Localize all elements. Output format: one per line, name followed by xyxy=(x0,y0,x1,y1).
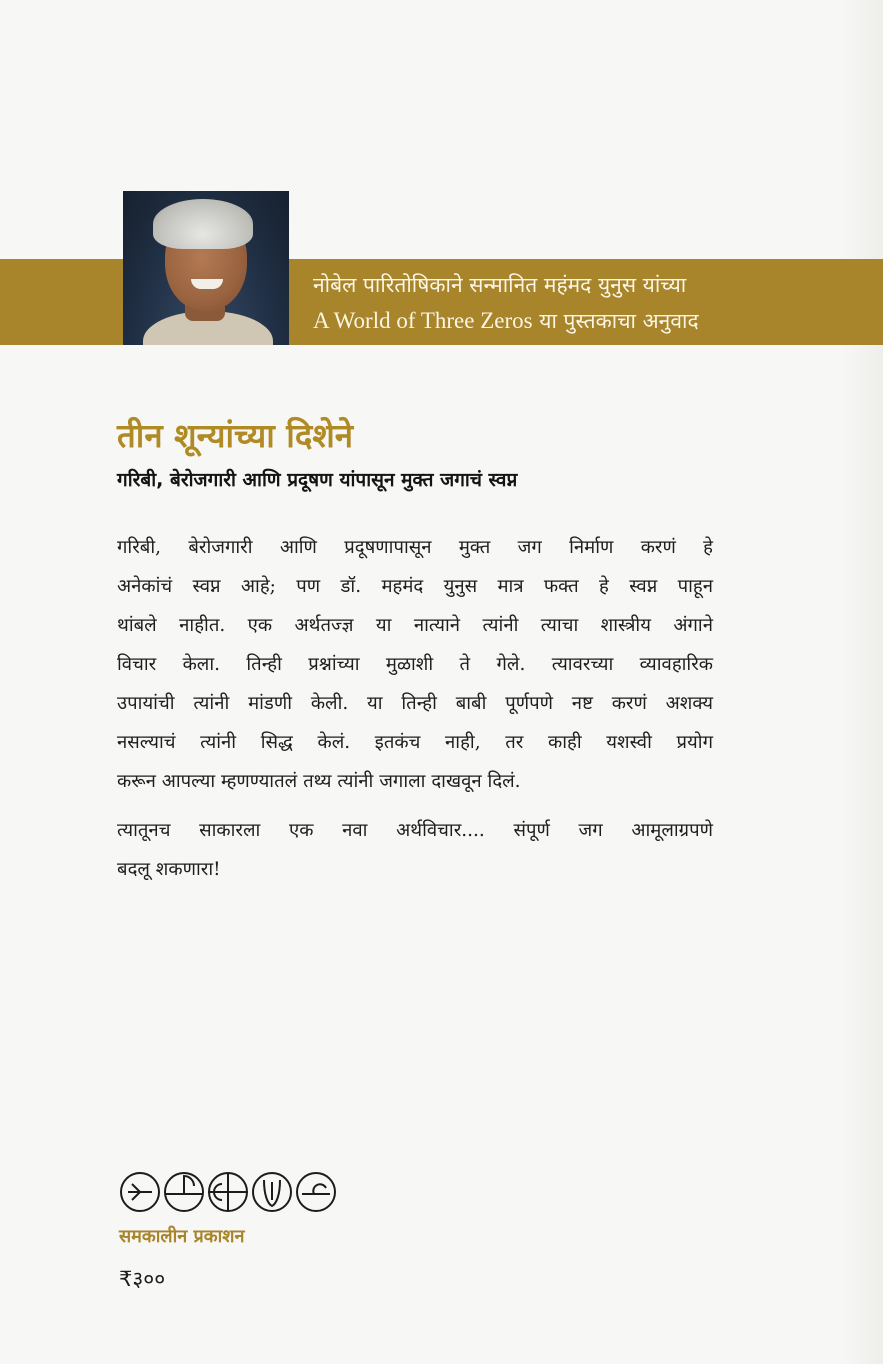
price: ₹३०० xyxy=(119,1267,166,1291)
blurb-line: उपायांची त्यांनी मांडणी केली. या तिन्ही बाबी पूर्णपणे नष्ट करणं अशक्य xyxy=(117,693,713,714)
band-line-2 xyxy=(313,303,699,339)
author-photo xyxy=(123,191,289,345)
band-line-2-rest: या पुस्तकाचा अनुवाद xyxy=(539,309,699,333)
band-text xyxy=(313,268,699,339)
blurb-line: बदलू शकणारा! xyxy=(117,859,221,880)
original-title: A World of Three Zeros xyxy=(313,308,533,333)
publisher-logo-icon xyxy=(118,1170,348,1214)
blurb xyxy=(117,528,713,889)
page-edge xyxy=(843,0,883,1364)
blurb-line: थांबले नाहीत. एक अर्थतज्ज्ञ या नात्याने त्यांनी त्याचा शास्त्रीय अंगाने xyxy=(117,615,713,636)
book-subtitle: गरिबी, बेरोजगारी आणि प्रदूषण यांपासून मुक्त जगाचं स्वप्न xyxy=(117,469,518,491)
book-title: तीन शून्यांच्या दिशेने xyxy=(117,416,354,455)
blurb-line: विचार केला. तिन्ही प्रश्नांच्या मुळाशी ते गेले. त्यावरच्या व्यावहारिक xyxy=(117,654,713,675)
band-line-1: नोबेल पारितोषिकाने सन्मानित महंमद युनुस यांच्या xyxy=(313,273,687,297)
blurb-paragraph-1 xyxy=(117,528,713,801)
blurb-line: गरिबी, बेरोजगारी आणि प्रदूषणापासून मुक्त जग निर्माण करणं हे xyxy=(117,537,713,558)
blurb-line: करून आपल्या म्हणण्यातलं तथ्य त्यांनी जगाला दाखवून दिलं. xyxy=(117,771,521,792)
blurb-line: अनेकांचं स्वप्न आहे; पण डॉ. महमंद युनुस मात्र फक्त हे स्वप्न पाहून xyxy=(117,576,713,597)
publisher-logo-glyphs xyxy=(118,1170,348,1214)
blurb-line: नसल्याचं त्यांनी सिद्ध केलं. इतकंच नाही, तर काही यशस्वी प्रयोग xyxy=(117,732,713,753)
publisher-name: समकालीन प्रकाशन xyxy=(119,1226,245,1247)
blurb-line: त्यातूनच साकारला एक नवा अर्थविचार.... संपूर्ण जग आमूलाग्रपणे xyxy=(117,820,713,841)
blurb-paragraph-2 xyxy=(117,811,713,889)
